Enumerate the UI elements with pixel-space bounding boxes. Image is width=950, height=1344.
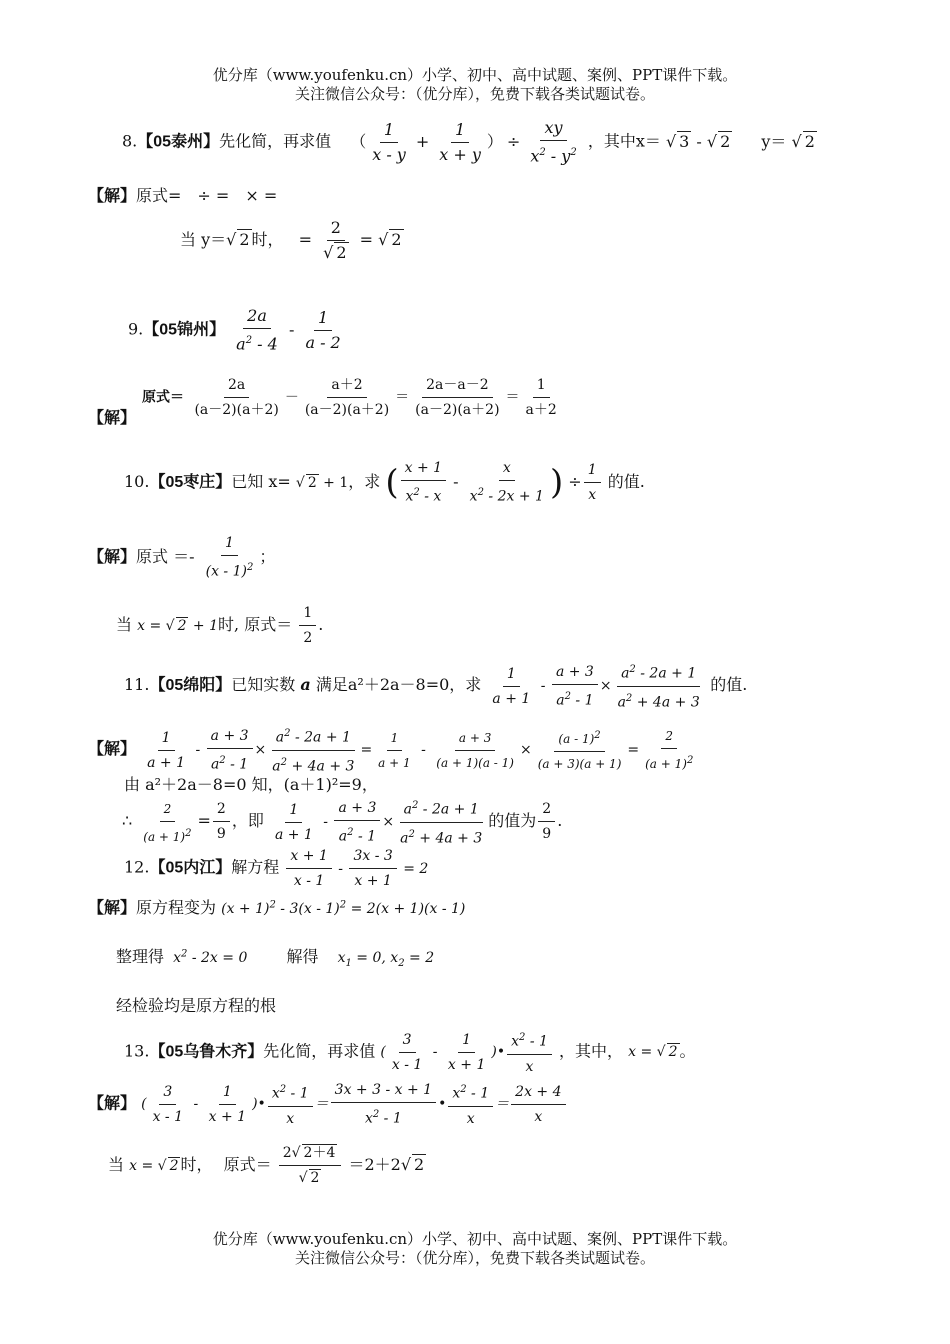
q8-solution	[88, 183, 277, 206]
q13-number: 13.	[124, 1041, 150, 1061]
q13-solution	[88, 1080, 568, 1129]
q10-result: $\frac{1}{2}$	[299, 603, 316, 648]
q13-text: 先化简，再求值	[263, 1041, 376, 1061]
q12-check: 经检验均是原方程的根	[116, 996, 277, 1015]
q11-sol-expr: $\frac{1}{a + 1}$ - $\frac{a + 3}{a^2 - 1}$ × $\frac{a^2 - 2a + 1}{a^2 + 4a + 3}$ = $\frac{1}{a + 1}$ - $\frac{a + 3}{(a + 1)(a - 1)}$ × $\frac{(a - 1)^2}{(a + 3)(a + 1)}$ = $\frac{2}{(a + 1)^2}$	[141, 742, 699, 758]
q11-value-is: 的值为	[488, 811, 537, 831]
q10-x-eq: x = √ 2 + 1	[137, 618, 219, 634]
q11-text3: 的值.	[710, 675, 748, 695]
q9-expression: $\frac{2a}{a^2 - 4}$ - $\frac{1}{a - 2}$	[236, 306, 341, 354]
q10-sol-expr: ＝- $\frac{1}{(x - 1)^2}$ ；	[173, 535, 276, 580]
q11-text1: 已知实数	[231, 675, 296, 695]
q10-number: 10.	[124, 471, 150, 491]
q10-expression: ( $\frac{x + 1}{x^2 - x}$ - $\frac{x}{x^2 - 2x + 1}$ ) ÷ $\frac{1}{x}$	[385, 472, 607, 491]
q12-text: 解方程	[231, 857, 280, 877]
q13-expression: ( $\frac{3}{x - 1}$ - $\frac{1}{x + 1}$ )• $\frac{x^2 - 1}{x}$	[380, 1044, 554, 1060]
q10-text1: 已知 x=	[231, 471, 291, 491]
q13-frac: $\frac{2√ 2+4}{√ 2}$	[279, 1143, 342, 1188]
q13-tag: 【05乌鲁木齐】	[149, 1043, 264, 1061]
q12-solve-label: 解得	[286, 947, 319, 966]
q12-roots: $x_1 = 0$, $x_2 = 2$	[337, 950, 435, 969]
question-11: 11.【05绵阳】已知实数 a 满足a²＋2a－8=0，求 $\frac{1}{a + 1}$ - $\frac{a + 3}{a^2 - 1}$ × $\frac{a^2 - 2a + 1}{a^2 + 4a + 3}$ 的值.	[124, 660, 747, 712]
q13-orig: 原式＝	[223, 1155, 272, 1174]
q10-x-value: √ 2 + 1	[295, 474, 349, 491]
q8-eq: =	[298, 230, 313, 249]
q10-sol-text: 原式	[136, 546, 169, 566]
q13-mid: ，其中，	[559, 1041, 624, 1061]
q10-sol-label: 【解】	[88, 548, 137, 566]
q8-sqrt2: √ 2	[226, 230, 250, 249]
q11-sol-label: 【解】	[88, 741, 137, 759]
q12-tag: 【05内江】	[149, 859, 232, 877]
q10-when2: 时, 原式＝	[218, 615, 293, 634]
q10-text3: 的值.	[607, 471, 645, 491]
q9-number: 9.	[128, 319, 144, 339]
q9-tag: 【05锦州】	[143, 321, 226, 339]
q12-equation: $\frac{x + 1}{x - 1}$ - $\frac{3x - 3}{x + 1}$ = 2	[284, 861, 428, 877]
q13-x-eq2: x = √ 2	[129, 1158, 179, 1174]
q9-orig: 原式＝	[142, 388, 184, 405]
q12-arranged-eq: $x^2 - 2x = 0$	[173, 948, 248, 966]
q13-x-eq: x = √ 2	[628, 1044, 678, 1061]
q8-y-value: √ 2	[791, 131, 815, 151]
q13-sol-label: 【解】	[88, 1095, 137, 1113]
q8-evaluate	[180, 218, 404, 263]
q11-tag: 【05绵阳】	[149, 677, 232, 695]
question-13	[124, 1028, 696, 1077]
q13-result: ＝2＋2	[348, 1155, 401, 1174]
q8-expression: （ $\frac{1}{x - y}$ + $\frac{1}{x + y}$ ） ÷ $\frac{xy}{x^2 - y^2}$	[350, 118, 577, 166]
question-9	[128, 306, 347, 354]
q8-frac: $\frac{2}{√ 2}$	[323, 218, 347, 262]
q8-x-value: √ 3 - √ 2	[665, 131, 731, 151]
q10-end: .	[318, 615, 324, 634]
q10-text2: ，求	[348, 471, 381, 491]
q9-sol-label: 【解】	[88, 410, 137, 427]
q10-tag: 【05枣庄】	[149, 473, 232, 491]
q13-sol-expr: ( $\frac{3}{x - 1}$ - $\frac{1}{x + 1}$ )• $\frac{x^2 - 1}{x}$ ＝ $\frac{3x + 3 - x + 1}{x^2 - 1}$ • $\frac{x^2 - 1}{x}$ ＝ $\frac{2x + 4}{x}$	[141, 1096, 567, 1112]
header-line-1: 优分库（www.youfenku.cn）小学、初中、高中试题、案例、PPT课件下载。	[212, 66, 738, 84]
q13-when: 当	[108, 1155, 125, 1174]
q11-end: .	[557, 811, 563, 831]
q11-solution	[88, 724, 699, 776]
q8-when2: 时，	[251, 230, 284, 249]
q12-sol-label: 【解】	[88, 900, 137, 917]
q8-sol-label: 【解】	[88, 188, 137, 205]
footer-line-1: 优分库（www.youfenku.cn）小学、初中、高中试题、案例、PPT课件下载。	[212, 1230, 738, 1248]
q12-number: 12.	[124, 857, 150, 877]
q8-number: 8.	[122, 131, 138, 151]
question-8	[122, 118, 817, 166]
question-10	[124, 458, 645, 507]
q12-arrange	[116, 944, 434, 969]
q8-eq2: =	[359, 230, 374, 249]
q11-text2: 满足	[315, 675, 348, 695]
header-line-2: 关注微信公众号：（优分库），免费下载各类试题试卷。	[294, 85, 655, 103]
q12-transformed: $(x + 1)^2 - 3(x - 1)^2 = 2(x + 1)(x - 1)$	[221, 899, 466, 917]
q12-solution	[88, 895, 465, 918]
q8-when: 当 y＝	[180, 230, 227, 249]
q11-therefore: ∴	[122, 811, 133, 831]
q12-arrange-label: 整理得	[116, 947, 165, 966]
q10-when: 当	[116, 615, 133, 634]
q9-solution: 原式＝ $\frac{2a}{(a-2)(a+2)}$ － $\frac{a+2}{(a-2)(a+2)}$ ＝ $\frac{2a-a-2}{(a-2)(a+2)}$ ＝ $\frac{1}{a+2}$	[142, 377, 557, 418]
q11-cond: a²＋2a－8=0，求	[347, 675, 482, 695]
question-12	[124, 846, 428, 891]
q11-line2: 由 a²＋2a－8=0 知，(a＋1)²=9，	[124, 775, 378, 794]
q8-mid: ，其中x＝	[587, 131, 661, 151]
q13-evaluate: 当 x = √ 2 时， 原式＝ $\frac{2√ 2+4}{√ 2}$ ＝2＋2√ 2	[108, 1145, 425, 1186]
q13-when2: 时，	[180, 1155, 213, 1174]
q8-text: 先化简，再求值	[219, 131, 332, 151]
q11-conclusion: ∴ $\frac{2}{(a + 1)^2}$ = $\frac{2}{9}$ ，即 $\frac{1}{a + 1}$ - $\frac{a + 3}{a^2 - 1}$ × $\frac{a^2 - 2a + 1}{a^2 + 4a + 3}$ 的值为 $\frac{2}{9}$ .	[122, 796, 562, 848]
q11-ji: ，即	[231, 811, 264, 831]
q8-result: √ 2	[378, 230, 402, 249]
q8-sol-text: 原式= ÷ = × =	[136, 186, 278, 205]
q8-y-eq: y＝	[761, 131, 787, 151]
footer-line-2: 关注微信公众号：（优分库），免费下载各类试题试卷。	[294, 1249, 655, 1267]
q10-solution	[88, 533, 275, 582]
q11-expression: $\frac{1}{a + 1}$ - $\frac{a + 3}{a^2 - 1}$ × $\frac{a^2 - 2a + 1}{a^2 + 4a + 3}$	[486, 678, 710, 694]
q8-tag: 【05泰州】	[137, 133, 220, 151]
q12-sol-text: 原方程变为	[136, 898, 217, 917]
q13-end: 。	[679, 1041, 696, 1061]
q11-number: 11.	[124, 675, 150, 695]
q10-evaluate	[116, 603, 323, 648]
